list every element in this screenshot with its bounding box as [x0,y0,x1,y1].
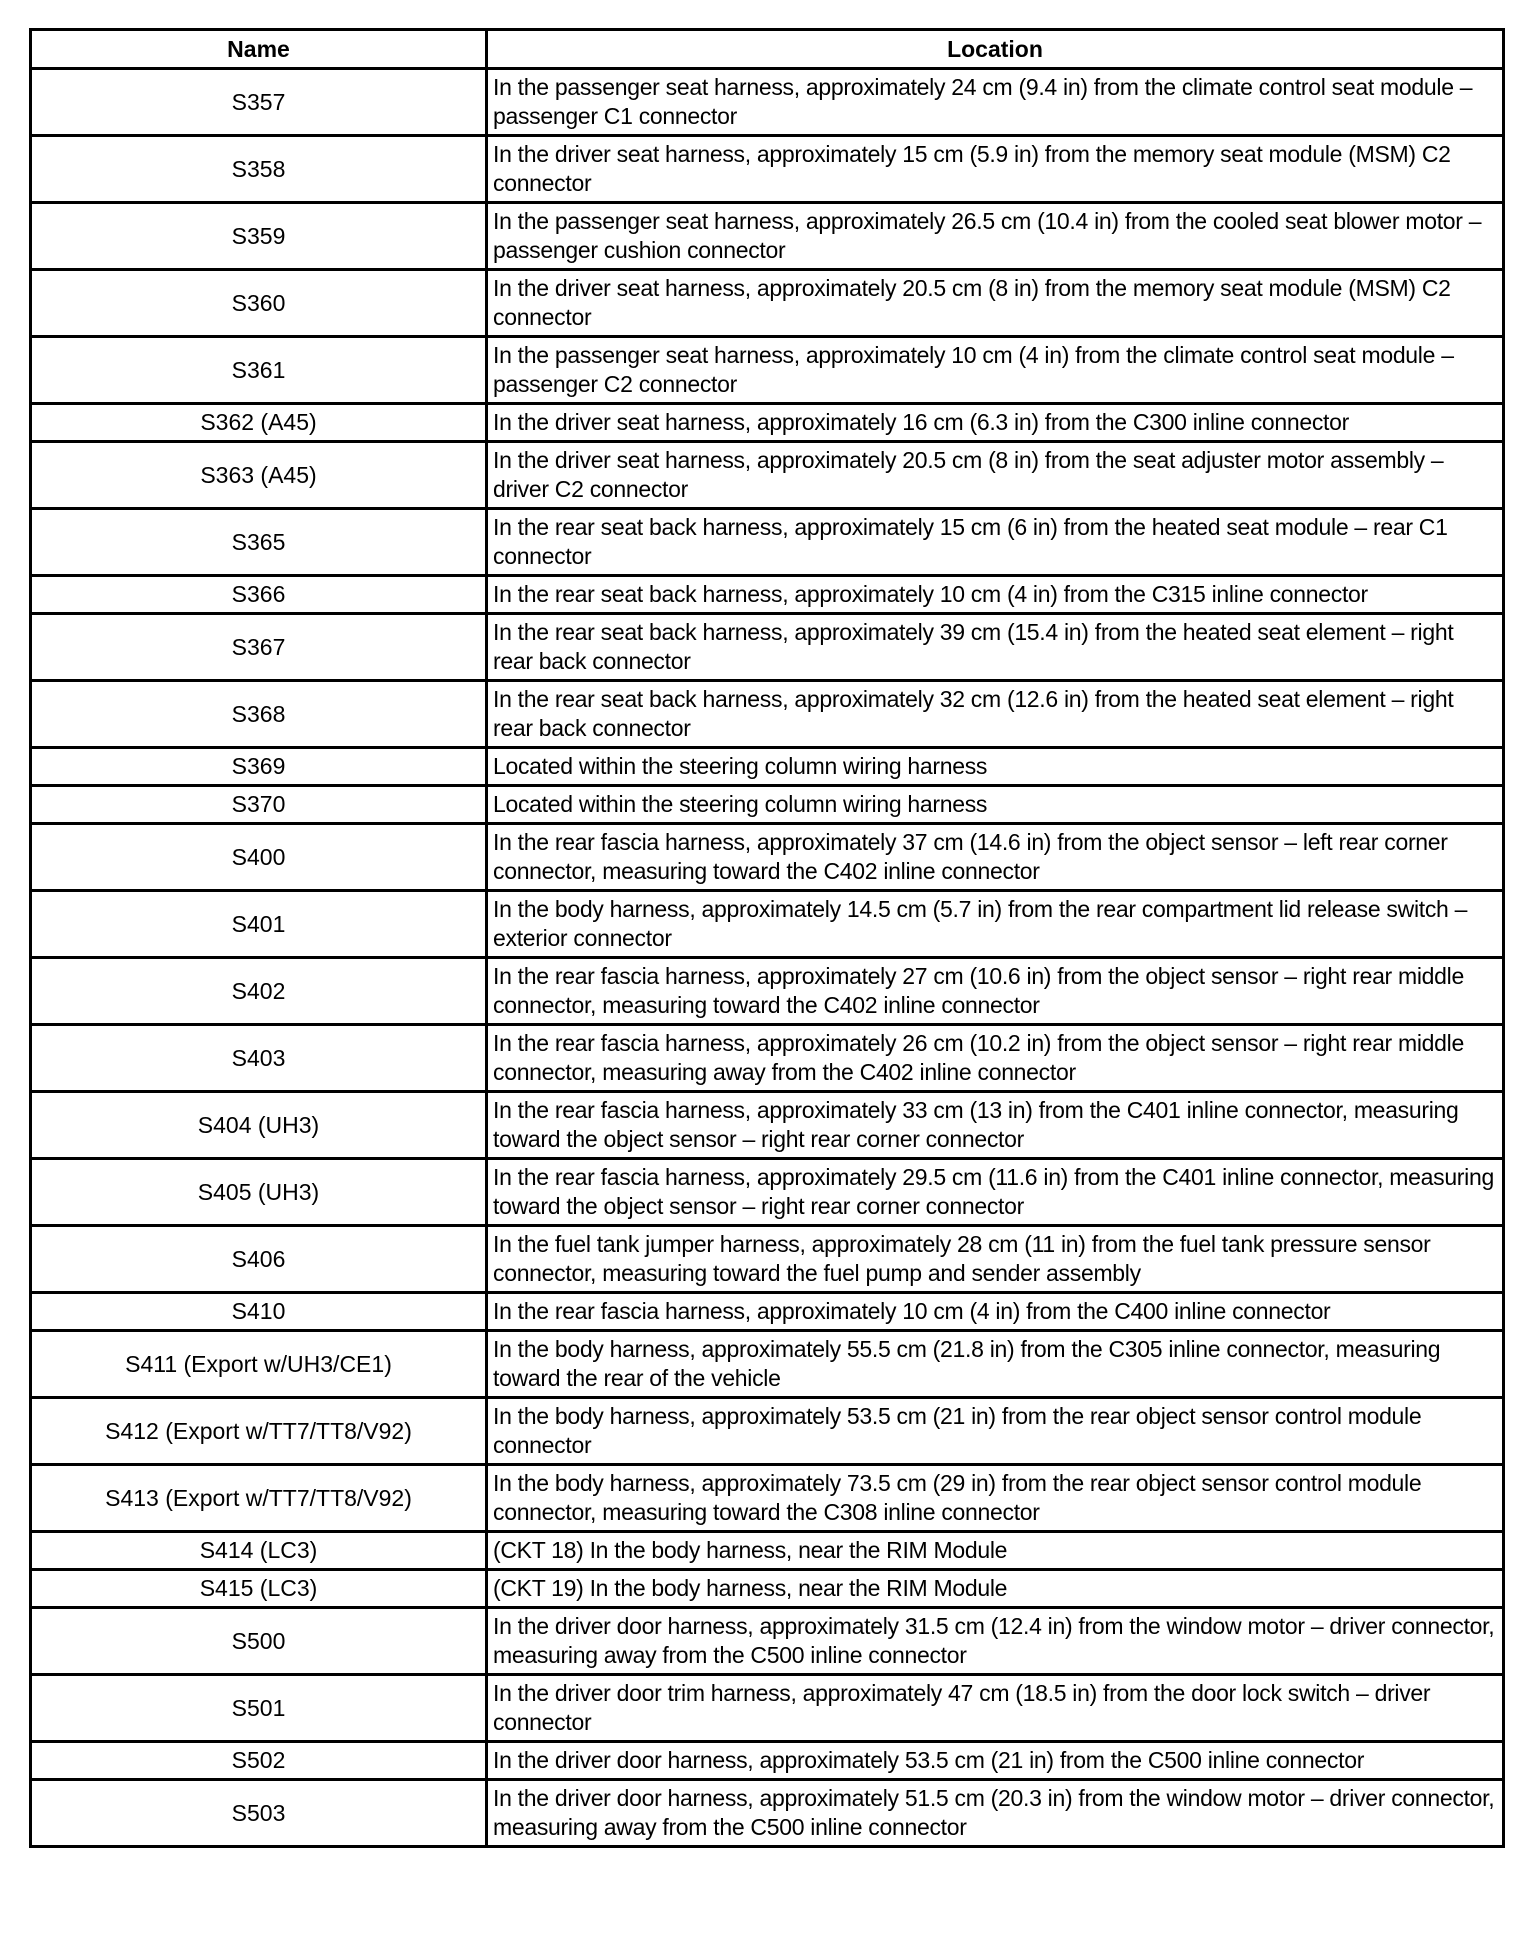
splice-name-cell: S406 [31,1226,487,1293]
splice-location-table [29,28,1505,1848]
table-row [31,748,1504,786]
table-row [31,891,1504,958]
splice-name-cell: S501 [31,1675,487,1742]
splice-location-cell: Located within the steering column wiring harness [487,786,1504,824]
splice-name-cell: S361 [31,337,487,404]
splice-location-cell: In the rear seat back harness, approximately 15 cm (6 in) from the heated seat module – rear C1 connector [487,509,1504,576]
splice-location-cell: In the driver door trim harness, approximately 47 cm (18.5 in) from the door lock switch – driver connector [487,1675,1504,1742]
splice-location-cell: In the driver seat harness, approximately 20.5 cm (8 in) from the memory seat module (MSM) C2 connector [487,270,1504,337]
splice-name-cell: S503 [31,1780,487,1847]
splice-location-cell: (CKT 18) In the body harness, near the RIM Module [487,1532,1504,1570]
splice-name-cell: S401 [31,891,487,958]
table-row [31,1742,1504,1780]
table-row [31,1570,1504,1608]
table-row [31,1780,1504,1847]
splice-name-cell: S402 [31,958,487,1025]
splice-location-cell: In the driver door harness, approximately 51.5 cm (20.3 in) from the window motor – driver connector, measuring away from the C500 inline connector [487,1780,1504,1847]
table-row [31,1226,1504,1293]
table-row [31,958,1504,1025]
splice-name-cell: S369 [31,748,487,786]
splice-name-cell: S400 [31,824,487,891]
splice-name-cell: S358 [31,136,487,203]
splice-location-cell: In the driver door harness, approximately 31.5 cm (12.4 in) from the window motor – driver connector, measuring away from the C500 inline connector [487,1608,1504,1675]
splice-location-cell: In the passenger seat harness, approximately 26.5 cm (10.4 in) from the cooled seat blower motor – passenger cushion connector [487,203,1504,270]
splice-name-cell: S365 [31,509,487,576]
table-row [31,1293,1504,1331]
splice-location-cell: Located within the steering column wiring harness [487,748,1504,786]
table-row [31,824,1504,891]
splice-location-cell: In the body harness, approximately 55.5 cm (21.8 in) from the C305 inline connector, measuring toward the rear of the vehicle [487,1331,1504,1398]
splice-location-cell: In the body harness, approximately 14.5 cm (5.7 in) from the rear compartment lid release switch – exterior connector [487,891,1504,958]
splice-location-cell: In the rear seat back harness, approximately 10 cm (4 in) from the C315 inline connector [487,576,1504,614]
splice-name-cell: S411 (Export w/UH3/CE1) [31,1331,487,1398]
splice-location-cell: In the rear fascia harness, approximately 26 cm (10.2 in) from the object sensor – right rear middle connector, measuring away from the C402 inline connector [487,1025,1504,1092]
table-row [31,1608,1504,1675]
table-row [31,203,1504,270]
table-row [31,614,1504,681]
splice-name-cell: S362 (A45) [31,404,487,442]
table-row [31,1092,1504,1159]
splice-location-cell: In the body harness, approximately 53.5 cm (21 in) from the rear object sensor control module connector [487,1398,1504,1465]
splice-name-cell: S366 [31,576,487,614]
table-row [31,576,1504,614]
splice-location-cell: In the rear fascia harness, approximately 37 cm (14.6 in) from the object sensor – left rear corner connector, measuring toward the C402 inline connector [487,824,1504,891]
splice-location-cell: In the fuel tank jumper harness, approximately 28 cm (11 in) from the fuel tank pressure sensor connector, measuring toward the fuel pump and sender assembly [487,1226,1504,1293]
table-row [31,442,1504,509]
splice-location-cell: In the rear fascia harness, approximately 29.5 cm (11.6 in) from the C401 inline connector, measuring toward the object sensor – right rear corner connector [487,1159,1504,1226]
table-row [31,1025,1504,1092]
splice-location-cell: In the driver seat harness, approximately 20.5 cm (8 in) from the seat adjuster motor assembly – driver C2 connector [487,442,1504,509]
splice-location-cell: In the rear fascia harness, approximately 27 cm (10.6 in) from the object sensor – right rear middle connector, measuring toward the C402 inline connector [487,958,1504,1025]
splice-name-cell: S500 [31,1608,487,1675]
splice-name-cell: S363 (A45) [31,442,487,509]
column-header-name: Name [31,30,487,69]
table-row [31,1398,1504,1465]
splice-name-cell: S413 (Export w/TT7/TT8/V92) [31,1465,487,1532]
table-body [31,69,1504,1847]
splice-name-cell: S359 [31,203,487,270]
splice-location-cell: In the body harness, approximately 73.5 cm (29 in) from the rear object sensor control module connector, measuring toward the C308 inline connector [487,1465,1504,1532]
table-row [31,270,1504,337]
splice-name-cell: S370 [31,786,487,824]
table-row [31,136,1504,203]
splice-name-cell: S415 (LC3) [31,1570,487,1608]
splice-name-cell: S502 [31,1742,487,1780]
splice-location-cell: In the driver seat harness, approximately 16 cm (6.3 in) from the C300 inline connector [487,404,1504,442]
table-row [31,786,1504,824]
table-header-row [31,30,1504,69]
table-row [31,337,1504,404]
table-row [31,1331,1504,1398]
splice-location-cell: (CKT 19) In the body harness, near the RIM Module [487,1570,1504,1608]
splice-name-cell: S410 [31,1293,487,1331]
splice-location-cell: In the driver door harness, approximately 53.5 cm (21 in) from the C500 inline connector [487,1742,1504,1780]
splice-name-cell: S357 [31,69,487,136]
splice-name-cell: S412 (Export w/TT7/TT8/V92) [31,1398,487,1465]
table-row [31,1465,1504,1532]
splice-location-cell: In the driver seat harness, approximately 15 cm (5.9 in) from the memory seat module (MSM) C2 connector [487,136,1504,203]
splice-location-cell: In the rear seat back harness, approximately 39 cm (15.4 in) from the heated seat element – right rear back connector [487,614,1504,681]
table-row [31,1532,1504,1570]
splice-location-cell: In the rear fascia harness, approximately 33 cm (13 in) from the C401 inline connector, measuring toward the object sensor – right rear corner connector [487,1092,1504,1159]
splice-location-cell: In the rear seat back harness, approximately 32 cm (12.6 in) from the heated seat element – right rear back connector [487,681,1504,748]
splice-name-cell: S403 [31,1025,487,1092]
splice-location-cell: In the rear fascia harness, approximately 10 cm (4 in) from the C400 inline connector [487,1293,1504,1331]
splice-name-cell: S405 (UH3) [31,1159,487,1226]
table-row [31,404,1504,442]
splice-name-cell: S404 (UH3) [31,1092,487,1159]
splice-name-cell: S414 (LC3) [31,1532,487,1570]
table-row [31,1159,1504,1226]
splice-name-cell: S368 [31,681,487,748]
table-row [31,509,1504,576]
splice-name-cell: S367 [31,614,487,681]
splice-location-cell: In the passenger seat harness, approximately 10 cm (4 in) from the climate control seat module – passenger C2 connector [487,337,1504,404]
splice-name-cell: S360 [31,270,487,337]
table-row [31,1675,1504,1742]
table-row [31,681,1504,748]
splice-location-cell: In the passenger seat harness, approximately 24 cm (9.4 in) from the climate control seat module – passenger C1 connector [487,69,1504,136]
column-header-location: Location [487,30,1504,69]
table-row [31,69,1504,136]
